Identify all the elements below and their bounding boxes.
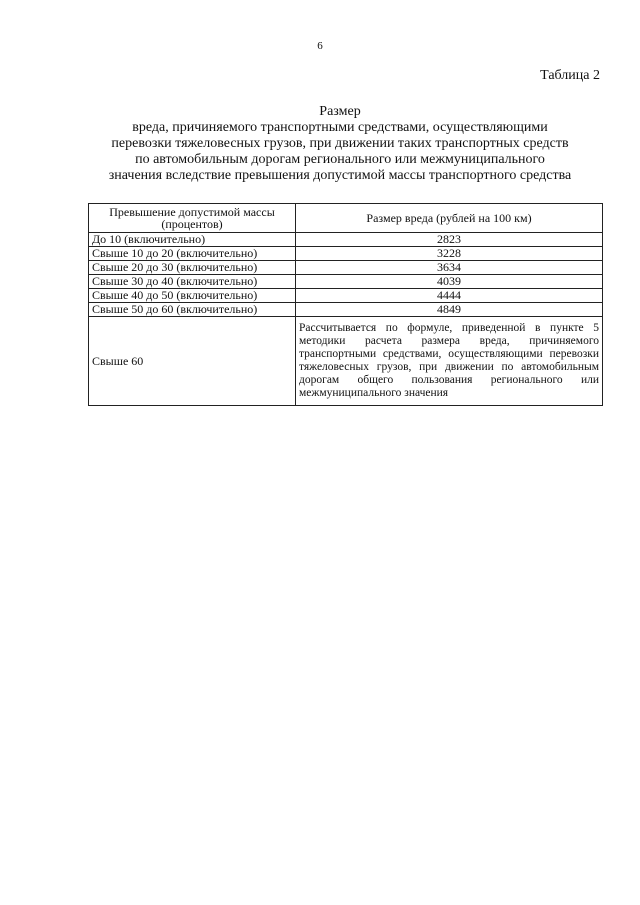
table-row xyxy=(89,289,603,303)
formula-cell: Рассчитывается по формуле, приведенной в пункте 5 методики расчета размера вреда, причиняемого транспортными средствами, осуществляющими перевозки тяжеловесных грузов, при движении по автомобильным дорогам общего пользования регионального или межмуниципального значения xyxy=(296,317,603,406)
header-excess: Превышение допустимой массы (процентов) xyxy=(89,204,296,233)
table-heading xyxy=(80,104,600,184)
heading-line: значения вследствие превышения допустимой массы транспортного средства xyxy=(108,168,572,183)
header-harm: Размер вреда (рублей на 100 км) xyxy=(296,204,603,233)
range-cell: Свыше 60 xyxy=(89,317,296,406)
value-cell: 3228 xyxy=(296,247,603,261)
page-number: 6 xyxy=(317,40,323,52)
range-cell: Свыше 30 до 40 (включительно) xyxy=(89,275,296,289)
harm-table xyxy=(88,203,603,406)
value-cell: 2823 xyxy=(296,233,603,247)
table-label: Таблица 2 xyxy=(540,68,600,83)
table-row-last xyxy=(89,317,603,406)
table-row xyxy=(89,303,603,317)
range-cell: До 10 (включительно) xyxy=(89,233,296,247)
table-row xyxy=(89,261,603,275)
value-cell: 4849 xyxy=(296,303,603,317)
heading-line: по автомобильным дорогам регионального или межмуниципального xyxy=(135,152,545,167)
table-header-row xyxy=(89,204,603,233)
range-cell: Свыше 10 до 20 (включительно) xyxy=(89,247,296,261)
range-cell: Свыше 20 до 30 (включительно) xyxy=(89,261,296,275)
table-row xyxy=(89,233,603,247)
table-row xyxy=(89,275,603,289)
range-cell: Свыше 40 до 50 (включительно) xyxy=(89,289,296,303)
heading-line: вреда, причиняемого транспортными средствами, осуществляющими xyxy=(132,120,548,135)
heading-title: Размер xyxy=(319,104,361,119)
value-cell: 4444 xyxy=(296,289,603,303)
range-cell: Свыше 50 до 60 (включительно) xyxy=(89,303,296,317)
table-row xyxy=(89,247,603,261)
value-cell: 3634 xyxy=(296,261,603,275)
value-cell: 4039 xyxy=(296,275,603,289)
heading-line: перевозки тяжеловесных грузов, при движении таких транспортных средств xyxy=(111,136,569,151)
